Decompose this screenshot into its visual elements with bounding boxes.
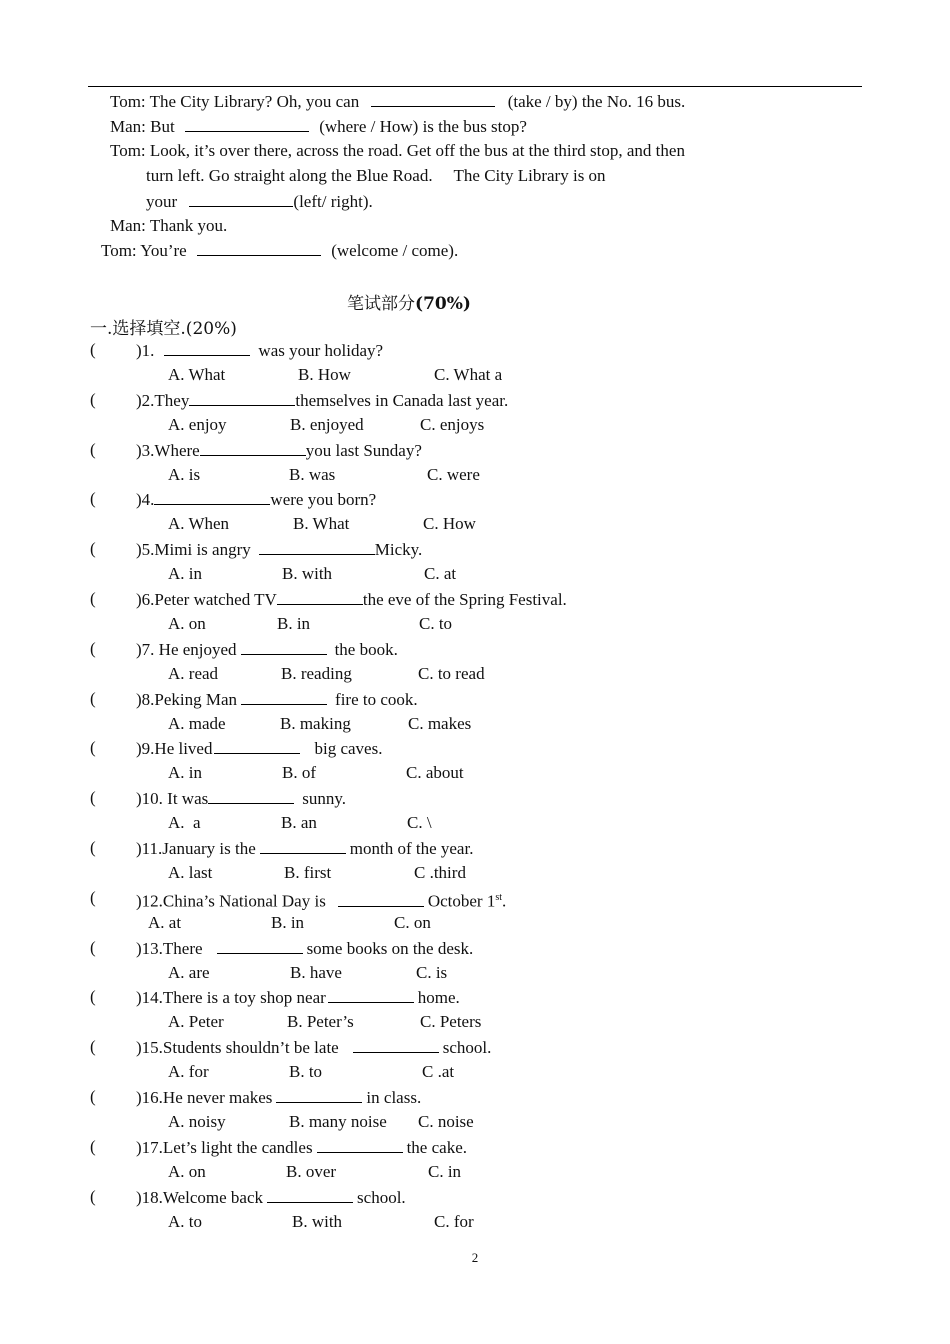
dialogue-line-5: your (left/ right).	[146, 192, 373, 211]
option-b[interactable]: B. over	[286, 1162, 337, 1181]
question-tail: the book.	[334, 640, 398, 659]
option-a[interactable]: A. at	[148, 913, 182, 932]
option-c[interactable]: C. in	[428, 1162, 462, 1181]
dialogue-line-6: Man: Thank you.	[110, 216, 228, 235]
option-c[interactable]: C. enjoys	[420, 415, 485, 434]
option-a[interactable]: A. noisy	[168, 1112, 226, 1131]
dialogue-line-4: turn left. Go straight along the Blue Road. The City Library is on	[146, 166, 606, 185]
option-a[interactable]: A. to	[168, 1212, 202, 1231]
question-tail: Micky.	[374, 540, 423, 559]
option-c[interactable]: C. about	[406, 763, 464, 782]
option-a[interactable]: A. last	[168, 863, 213, 882]
question-text	[136, 1036, 491, 1058]
option-a[interactable]: A. is	[168, 465, 201, 484]
option-b[interactable]: B. How	[298, 365, 351, 384]
question-stem: )2.They	[136, 391, 190, 410]
answer-paren[interactable]: (	[90, 987, 96, 1006]
answer-blank[interactable]	[189, 190, 293, 207]
answer-blank[interactable]	[164, 339, 250, 356]
answer-blank[interactable]	[260, 837, 346, 854]
question-tail: school.	[357, 1188, 406, 1207]
option-a[interactable]: A. on	[168, 1162, 206, 1181]
option-b[interactable]: B. enjoyed	[290, 415, 364, 434]
answer-blank[interactable]	[189, 389, 295, 406]
option-a[interactable]: A. in	[168, 564, 202, 583]
answer-paren[interactable]: (	[90, 838, 96, 857]
question-text	[136, 688, 418, 710]
option-b[interactable]: B. in	[271, 913, 305, 932]
option-b[interactable]: B. was	[289, 465, 336, 484]
question-tail: the eve of the Spring Festival.	[362, 590, 567, 609]
question-text	[136, 339, 383, 361]
answer-paren[interactable]: (	[90, 589, 96, 608]
option-b[interactable]: B. an	[281, 813, 317, 832]
question-stem: )15.Students shouldn’t be late	[136, 1038, 339, 1057]
question-stem: )5.Mimi is angry	[136, 540, 251, 559]
answer-paren[interactable]: (	[90, 1037, 96, 1056]
dialogue-line-3: Tom: Look, it’s over there, across the road. Get off the bus at the third stop, and then	[110, 141, 685, 160]
answer-paren[interactable]: (	[90, 888, 96, 907]
question-tail: school.	[442, 1038, 492, 1057]
answer-blank[interactable]	[185, 115, 309, 132]
answer-paren[interactable]: (	[90, 340, 96, 359]
option-b[interactable]: B. Peter’s	[287, 1012, 354, 1031]
answer-blank[interactable]	[353, 1036, 439, 1053]
answer-paren[interactable]: (	[90, 489, 96, 508]
question-stem: )18.Welcome back	[136, 1188, 264, 1207]
question-tail: you last Sunday?	[305, 441, 422, 460]
question-stem: )11.January is the	[136, 839, 256, 858]
option-a[interactable]: A. enjoy	[168, 415, 227, 434]
option-b[interactable]: B. to	[289, 1062, 323, 1081]
option-c[interactable]: C. to	[419, 614, 453, 633]
question-tail: some books on the desk.	[306, 939, 474, 958]
option-c[interactable]: C. \	[407, 813, 432, 832]
question-text	[136, 638, 398, 660]
option-c[interactable]: C. How	[423, 514, 476, 533]
answer-blank[interactable]	[214, 737, 300, 754]
question-tail: home.	[417, 988, 460, 1007]
option-b[interactable]: B. in	[277, 614, 311, 633]
question-text	[136, 887, 506, 909]
question-stem: )16.He never makes	[136, 1088, 273, 1107]
option-b[interactable]: B. have	[290, 963, 342, 982]
answer-blank[interactable]	[197, 239, 321, 256]
answer-blank[interactable]	[328, 986, 414, 1003]
question-text	[136, 937, 473, 959]
question-tail: October 1	[427, 891, 496, 911]
answer-blank[interactable]	[259, 538, 375, 555]
question-stem: )8.Peking Man	[136, 690, 238, 709]
question-tail: fire to cook.	[335, 690, 418, 709]
ordinal-suffix: st	[495, 892, 502, 903]
answer-blank[interactable]	[267, 1186, 353, 1203]
option-c[interactable]: C .third	[414, 863, 466, 882]
question-text	[136, 1086, 421, 1108]
question-text	[136, 1186, 406, 1208]
question-tail: the cake.	[406, 1138, 467, 1157]
answer-paren[interactable]: (	[90, 539, 96, 558]
question-tail: was your holiday?	[258, 341, 384, 360]
question-tail-punct: .	[502, 891, 507, 911]
option-a[interactable]: A. a	[168, 813, 201, 832]
answer-paren[interactable]: (	[90, 440, 96, 459]
question-tail: themselves in Canada last year.	[295, 391, 509, 410]
answer-blank[interactable]	[317, 1136, 403, 1153]
answer-blank[interactable]	[338, 890, 424, 907]
page-number: 2	[471, 1250, 479, 1265]
answer-blank[interactable]	[276, 1086, 362, 1103]
answer-blank[interactable]	[217, 937, 303, 954]
answer-paren[interactable]: (	[90, 738, 96, 757]
question-tail: sunny.	[302, 789, 346, 808]
option-c[interactable]: C. Peters	[420, 1012, 482, 1031]
question-text	[136, 538, 422, 560]
option-a[interactable]: A. Peter	[168, 1012, 224, 1031]
option-b[interactable]: B. of	[282, 763, 316, 782]
option-a[interactable]: A. in	[168, 763, 202, 782]
answer-blank[interactable]	[241, 638, 327, 655]
option-c[interactable]: C. for	[434, 1212, 474, 1231]
question-stem: )17.Let’s light the candles	[136, 1138, 313, 1157]
question-tail: month of the year.	[349, 839, 474, 858]
answer-blank[interactable]	[371, 90, 495, 107]
question-stem: )9.He lived	[136, 739, 213, 758]
answer-blank[interactable]	[277, 588, 363, 605]
option-c[interactable]: C. on	[394, 913, 431, 932]
question-tail: were you born?	[270, 490, 377, 509]
section-title: 笔试部分(70%)	[347, 294, 471, 314]
option-a[interactable]: A. When	[168, 514, 230, 533]
question-tail: in class.	[366, 1088, 422, 1107]
question-stem: )1.	[136, 341, 155, 360]
dialogue-line-7: Tom: You’re (welcome / come).	[101, 241, 459, 260]
question-stem: )10. It was	[136, 789, 209, 808]
option-c[interactable]: C. at	[424, 564, 457, 583]
header-rule	[88, 86, 862, 87]
question-tail: big caves.	[314, 739, 383, 758]
option-c[interactable]: C. makes	[408, 714, 472, 733]
option-a[interactable]: A. made	[168, 714, 226, 733]
option-b[interactable]: B. many noise	[289, 1112, 387, 1131]
option-b[interactable]: B. with	[292, 1212, 343, 1231]
question-text	[136, 588, 567, 610]
section-heading: 一.选择填空.(20%)	[90, 319, 237, 339]
answer-blank[interactable]	[208, 787, 294, 804]
answer-blank[interactable]	[200, 439, 306, 456]
option-c[interactable]: C. were	[427, 465, 480, 484]
answer-paren[interactable]: (	[90, 788, 96, 807]
answer-paren[interactable]: (	[90, 390, 96, 409]
question-stem: )4.	[136, 490, 155, 509]
option-a[interactable]: A. on	[168, 614, 206, 633]
question-text	[136, 737, 382, 759]
question-text	[136, 986, 460, 1008]
option-b[interactable]: B. making	[280, 714, 351, 733]
question-text	[136, 837, 473, 859]
question-stem: )6.Peter watched TV	[136, 590, 277, 609]
answer-paren[interactable]: (	[90, 639, 96, 658]
question-text	[136, 787, 346, 809]
question-text	[136, 389, 508, 411]
option-a[interactable]: A. What	[168, 365, 226, 384]
option-b[interactable]: B. with	[282, 564, 333, 583]
answer-paren[interactable]: (	[90, 1087, 96, 1106]
option-a[interactable]: A. are	[168, 963, 210, 982]
question-stem: )13.There	[136, 939, 203, 958]
answer-paren[interactable]: (	[90, 689, 96, 708]
question-stem: )3.Where	[136, 441, 200, 460]
answer-blank[interactable]	[241, 688, 327, 705]
option-a[interactable]: A. read	[168, 664, 219, 683]
option-c[interactable]: C. noise	[418, 1112, 474, 1131]
answer-paren[interactable]: (	[90, 1187, 96, 1206]
question-text	[136, 488, 376, 510]
option-b[interactable]: B. reading	[281, 664, 352, 683]
option-c[interactable]: C. to read	[418, 664, 485, 683]
answer-blank[interactable]	[154, 488, 270, 505]
question-stem: )12.China’s National Day is	[136, 891, 326, 911]
question-text	[136, 439, 422, 461]
answer-paren[interactable]: (	[90, 938, 96, 957]
option-b[interactable]: B. What	[293, 514, 350, 533]
option-c[interactable]: C .at	[422, 1062, 455, 1081]
option-b[interactable]: B. first	[284, 863, 332, 882]
answer-paren[interactable]: (	[90, 1137, 96, 1156]
question-text	[136, 1136, 467, 1158]
question-stem: )7. He enjoyed	[136, 640, 237, 659]
question-stem: )14.There is a toy shop near	[136, 988, 326, 1007]
option-c[interactable]: C. is	[416, 963, 448, 982]
option-a[interactable]: A. for	[168, 1062, 209, 1081]
option-c[interactable]: C. What a	[434, 365, 503, 384]
dialogue-line-1: Tom: The City Library? Oh, you can (take / by) the No. 16 bus.	[110, 92, 686, 111]
dialogue-line-2: Man: But (where / How) is the bus stop?	[110, 117, 527, 136]
